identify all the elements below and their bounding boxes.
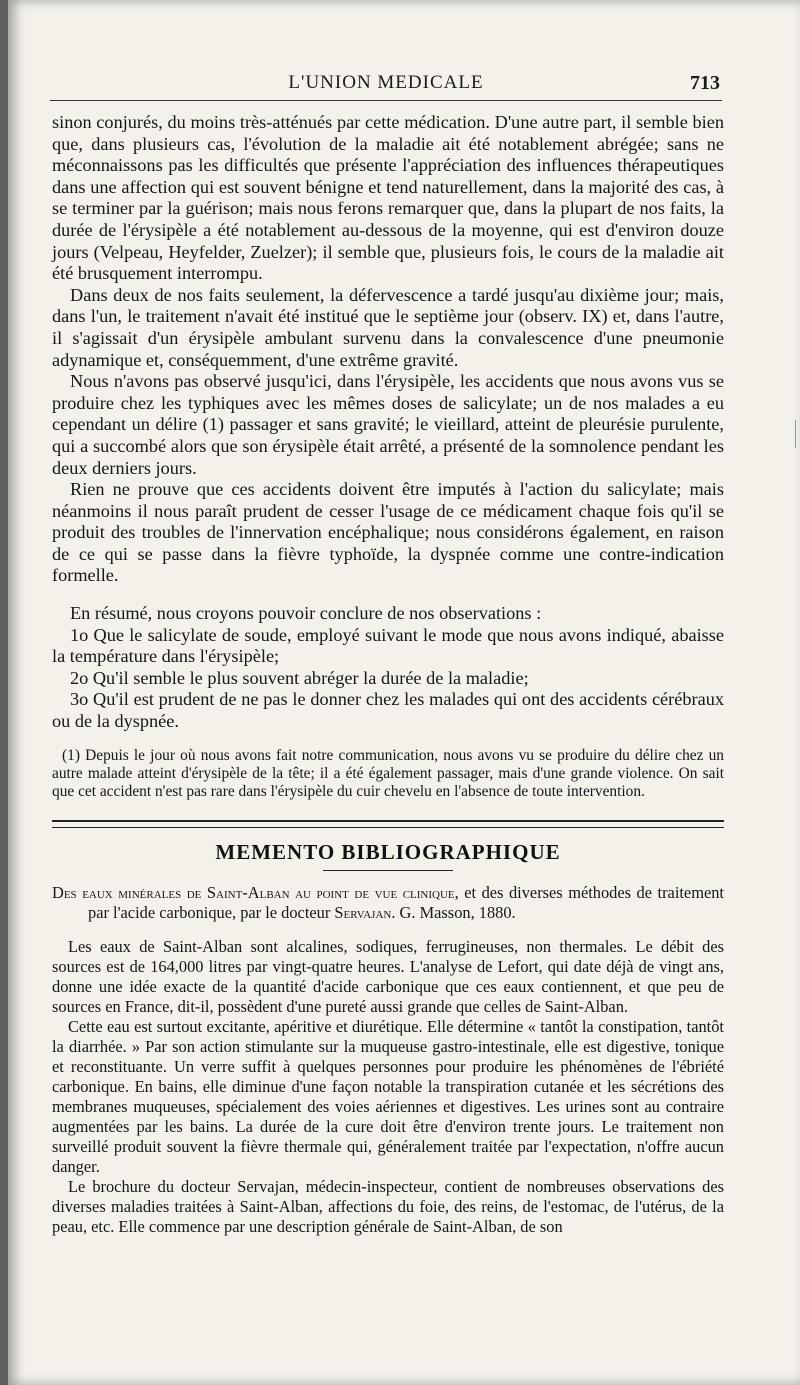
bibliography-entry: [52, 883, 724, 923]
section-title: MEMENTO BIBLIOGRAPHIQUE: [215, 839, 561, 864]
bibliography-section: [52, 883, 724, 1237]
page-header: [50, 70, 722, 101]
review-paragraph-2: Cette eau est surtout excitante, apéritive et diurétique. Elle détermine « tantôt la constipation, tantôt la diarrhée. » Par son action stimulante sur la muqueuse gastro-intestinale, elle est digestive, tonique et reconstituante. Un verre suffit à quelques personnes pour produire les phénomènes de l'ébriété carbonique. En bains, elle diminue d'une façon notable la transpiration cutanée et les sécrétions des membranes muqueuses, spécialement des voies aériennes et digestives. Les urines sont au contraire augmentées par les bains. La durée de la cure doit être d'environ trente jours. Le traitement non surveillé produit souvent la fièvre thermale qui, généralement traitée par l'expectation, n'offre aucun danger.: [52, 1016, 724, 1176]
scan-artifact: [795, 420, 796, 448]
conclusion-2: 2o Qu'il semble le plus souvent abréger la durée de la maladie;: [70, 667, 529, 688]
paragraph-precaution: Rien ne prouve que ces accidents doivent être imputés à l'action du salicylate; mais néanmoins il nous paraît prudent de cesser l'usage de ce médicament chaque fois qu'il se produit des troubles de l'innervation encéphalique; nous considérons également, en raison de ce qui se passe dans la fièvre typhoïde, la dyspnée comme une contre-indication formelle.: [52, 479, 724, 586]
article-body: [52, 112, 724, 733]
footnote-text: (1) Depuis le jour où nous avons fait notre communication, nous avons vu se produire du délire chez un autre malade atteint d'érysipèle de la tête; il a été également passager, mais d'une grande violence. On sait que cet accident n'est pas rare dans l'érysipèle du cuir chevelu en l'absence de toute intervention.: [52, 746, 724, 801]
paragraph-summary: En résumé, nous croyons pouvoir conclure de nos observations :: [70, 603, 542, 624]
paragraph-accidents: Nous n'avons pas observé jusqu'ici, dans l'érysipèle, les accidents que nous avons vus se produire chez les typhiques avec les mêmes doses de salicylate; un de nos malades a eu cependant un délire (1) passager et sans gravité; le vieillard, atteint de pleurésie purulente, qui a succombé alors que son érysipèle était arrêté, a présenté de la somnolence pendant les deux derniers jours.: [52, 371, 724, 478]
paragraph-defervescence: Dans deux de nos faits seulement, la défervescence a tardé jusqu'au dixième jour; mais, dans l'un, le traitement n'avait été institué que le septième jour (observ. IX) et, dans l'autre, il s'agissait d'un érysipèle ambulant survenu dans la convalescence d'une pneumonie adynamique et, conséquemment, d'une extrême gravité.: [52, 284, 724, 370]
page-sheet: [8, 0, 800, 1385]
review-paragraph-1: Les eaux de Saint-Alban sont alcalines, sodiques, ferrugineuses, non thermales. Le débit des sources est de 164,000 litres par vingt-quatre heures. L'analyse de Lefort, qui date déjà de vingt ans, donne une idée exacte de la quantité d'acide carbonique que ces eaux contiennent, et que peu de sources en France, dit-il, possèdent d'une pureté aussi grande que celles de Saint-Alban.: [52, 936, 724, 1016]
review-paragraph-3: Le brochure du docteur Servajan, médecin-inspecteur, contient de nombreuses observations des diverses maladies traitées à Saint-Alban, affections du foie, des reins, de l'estomac, de l'utérus, de la peau, etc. Elle commence par une description générale de Saint-Alban, de son: [52, 1176, 724, 1236]
entry-publisher: G. Masson, 1880.: [395, 902, 516, 922]
conclusion-3: 3o Qu'il est prudent de ne pas le donner chez les malades qui ont des accidents cérébraux ou de la dyspnée.: [52, 689, 724, 732]
entry-author: Servajan.: [334, 902, 396, 922]
entry-title: Des eaux minérales de Saint-Alban au point de vue clinique,: [52, 882, 459, 902]
entry-subtitle: et des diverses méthodes de traitement par l'acide carbonique, par le docteur: [88, 882, 724, 922]
page-content: [52, 112, 724, 1237]
conclusion-1: 1o Que le salicylate de soude, employé suivant le mode que nous avons indiqué, abaisse la température dans l'érysipèle;: [52, 624, 724, 667]
title-underline: [323, 870, 453, 871]
paragraph-continuation: sinon conjurés, du moins très-atténués par cette médication. D'une autre part, il semble bien que, dans plusieurs cas, l'évolution de la maladie ait été notablement abrégée; sans ne méconnaissons pas les difficultés que présente l'appréciation des influences thérapeutiques dans une affection qui est souvent bénigne et tend naturellement, dans la majorité des cas, à se terminer par la guérison; mais nous ferons remarquer que, dans la plupart de nos faits, la durée de l'érysipèle a été notablement au-dessous de la moyenne, qui est d'environ douze jours (Velpeau, Heyfelder, Zuelzer); il semble que, plusieurs fois, le cours de la maladie ait été brusquement interrompu.: [52, 112, 724, 284]
footnote: [52, 747, 724, 802]
running-title: L'UNION MEDICALE: [288, 72, 484, 93]
page-number: 713: [690, 72, 720, 94]
section-divider: [52, 820, 724, 828]
